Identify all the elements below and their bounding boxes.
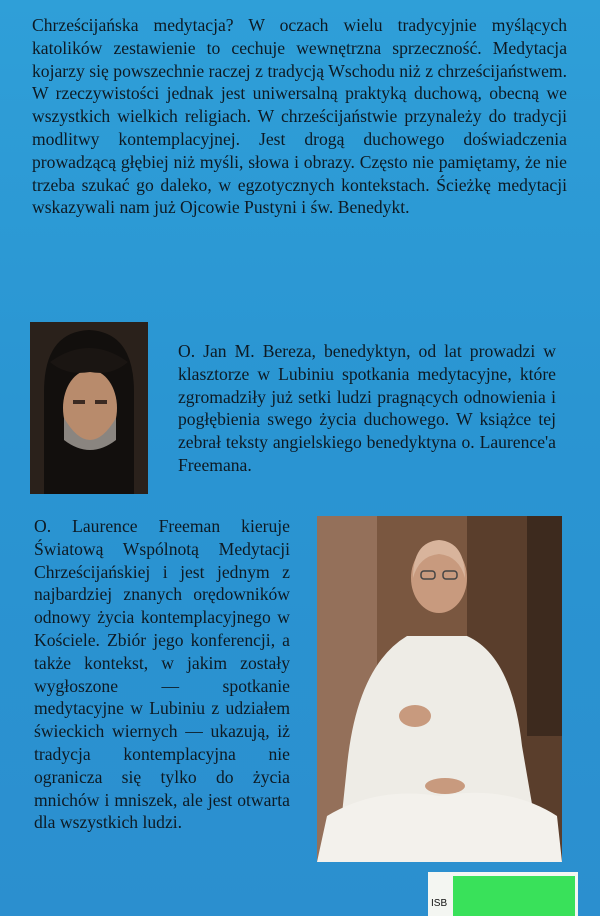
bereza-bio-paragraph: O. Jan M. Bereza, benedyktyn, od lat prowadzi w klasztorze w Lubiniu spotkania medytacyjne, które zgromadziły już setki ludzi pragnących odnowienia i pogłębienia swego życia duchowego. W książce tej zebrał teksty angielskiego benedyktyna o. Laurence'a Freemana.	[178, 341, 556, 475]
intro-paragraph: Chrześcijańska medytacja? W oczach wielu tradycyjnie myślących katolików zestawienie to cechuje wewnętrzna sprzeczność. Medytacja kojarzy się powszechnie raczej z tradycją Wschodu niż z chrześcijaństwem. W rzeczywistości jednak jest uniwersalną praktyką duchową, obecną we wszystkich wielkich religiach. W chrześcijaństwie przynależy do tradycji modlitwy kontemplacyjnej. Jest drogą duchowego doświadczenia prowadzącą głębiej niż myśli, słowa i obrazy. Często nie pamiętamy, że nie trzeba szukać go daleko, w egzotycznych kontekstach. Ścieżkę medytacji wskazywali nam już Ojcowie Pustyni i św. Benedykt.	[32, 15, 567, 218]
isbn-label: ISB	[431, 898, 448, 909]
seated-monk-image	[317, 516, 562, 862]
freeman-bio-paragraph: O. Laurence Freeman kieruje Światową Wspólnotą Medytacji Chrześcijańskiej i jest jednym z najbardziej znanych orędowników odnowy życia kontemplacyjnego w Kościele. Zbiór jego konferencji, a także kontekst, w jakim zostały wygłoszone — spotkanie medytacyjne w Lubiniu z udziałem świeckich wiernych — ukazują, iż tradycja kontemplacyjna nie ogranicza się tylko do życia mnichów i mniszek, ale jest otwarta dla wszystkich ludzi.	[34, 516, 290, 833]
green-price-highlight	[453, 876, 575, 916]
portrait-jan-bereza-photo	[30, 322, 148, 494]
hooded-monk-portrait-image	[30, 322, 148, 494]
laurence-freeman-photo	[317, 516, 562, 862]
